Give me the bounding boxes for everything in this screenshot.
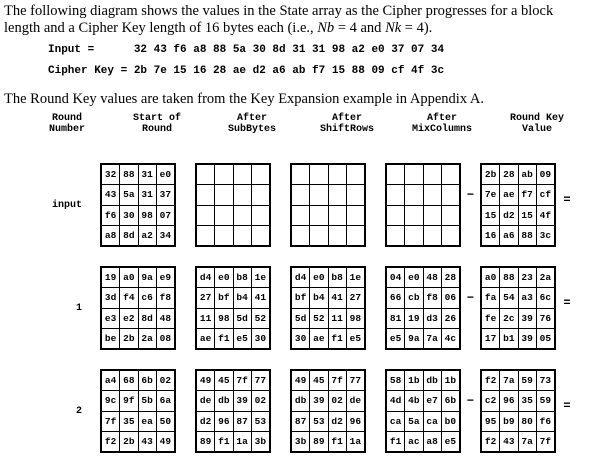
state-byte-cell [329,206,346,225]
header-after-subbytes: After SubBytes [227,113,276,135]
state-byte-cell: 19 [102,268,119,287]
intro-line1: The following diagram shows the values in the State array as the Cipher progresses for a block [4,3,554,19]
spacer [366,369,385,453]
state-byte-cell: 89 [197,432,214,451]
state-byte-cell: 43 [500,432,517,451]
state-byte-cell [310,206,327,225]
grid-after-shiftrows [290,266,366,350]
state-byte-cell: 53 [252,412,269,431]
state-byte-cell: db [215,391,232,410]
state-byte-cell: 02 [252,391,269,410]
state-byte-cell: 96 [347,412,364,431]
state-byte-cell: 43 [139,432,156,451]
state-byte-cell: a2 [139,226,156,245]
state-byte-cell: f6 [537,412,554,431]
state-byte-cell: be [102,329,119,348]
state-byte-cell: e9 [157,268,174,287]
header-after-shiftrows: After ShiftRows [319,113,374,135]
state-byte-cell: 53 [310,412,327,431]
state-byte-cell: 30 [292,329,309,348]
state-byte-cell: 17 [482,329,499,348]
state-byte-cell: fe [482,309,499,328]
state-byte-cell: fa [482,288,499,307]
state-byte-cell: a6 [500,226,517,245]
state-byte-cell [387,185,404,204]
state-byte-cell: 04 [387,268,404,287]
state-byte-cell [424,185,441,204]
state-byte-cell [424,206,441,225]
grid-after-shiftrows [290,163,366,247]
state-byte-cell [329,185,346,204]
state-byte-cell: 88 [120,165,137,184]
state-byte-cell: 3b [252,432,269,451]
state-byte-cell: 8d [120,226,137,245]
state-byte-cell: b9 [500,412,517,431]
state-byte-cell: 19 [405,309,422,328]
state-byte-cell: 41 [329,288,346,307]
xor-symbol: − [466,188,475,202]
state-byte-cell: 6b [442,391,459,410]
header-after-mixcolumns: After MixColumns [411,113,472,135]
grid-round-key [480,266,556,350]
grid-round-key [480,163,556,247]
state-byte-cell: e0 [310,268,327,287]
state-byte-cell [347,226,364,245]
state-byte-cell: f7 [519,185,536,204]
state-byte-cell: 58 [387,371,404,390]
state-byte-cell [197,165,214,184]
state-byte-cell: 15 [519,206,536,225]
state-byte-cell: b1 [500,329,517,348]
state-byte-cell: 76 [537,309,554,328]
state-byte-cell: bf [215,288,232,307]
state-byte-cell: 31 [139,185,156,204]
state-byte-cell: 49 [157,432,174,451]
state-byte-cell [405,165,422,184]
state-byte-cell: 3c [537,226,554,245]
state-byte-cell: 6b [139,371,156,390]
state-byte-cell [252,206,269,225]
state-byte-cell: 07 [157,206,174,225]
column-headers [4,113,600,135]
state-byte-cell: 77 [347,371,364,390]
state-byte-cell: e7 [424,391,441,410]
state-byte-cell [292,206,309,225]
state-byte-cell: e0 [215,268,232,287]
state-byte-cell: 34 [157,226,174,245]
state-byte-cell: 5b [139,391,156,410]
state-byte-cell: 96 [215,412,232,431]
state-byte-cell: 59 [519,371,536,390]
state-byte-cell: f1 [387,432,404,451]
state-byte-cell: b4 [310,288,327,307]
state-byte-cell: f8 [157,288,174,307]
state-byte-cell: ae [310,329,327,348]
state-byte-cell: e0 [405,268,422,287]
state-byte-cell [234,165,251,184]
state-byte-cell: 28 [500,165,517,184]
state-byte-cell: e5 [387,329,404,348]
state-byte-cell: d2 [197,412,214,431]
state-byte-cell [424,226,441,245]
state-byte-cell: 7e [482,185,499,204]
state-byte-cell: 96 [500,391,517,410]
state-byte-cell: 3b [292,432,309,451]
state-byte-cell: 31 [139,165,156,184]
xor-operator [461,163,480,247]
state-byte-cell [292,185,309,204]
state-byte-cell: 37 [157,185,174,204]
intro-paragraph [4,3,598,36]
state-byte-cell: e5 [347,329,364,348]
state-byte-cell: 09 [537,165,554,184]
state-byte-cell: ca [424,412,441,431]
state-byte-cell: db [424,371,441,390]
state-byte-cell: 50 [157,412,174,431]
nb-symbol: Nb [317,19,335,36]
grid-after-shiftrows [290,369,366,453]
cipher-round-row-input [4,163,600,247]
state-byte-cell: f2 [102,432,119,451]
state-byte-cell: d4 [292,268,309,287]
state-byte-cell [310,185,327,204]
state-byte-cell: 05 [537,329,554,348]
state-byte-cell: f2 [482,371,499,390]
state-byte-cell: 11 [329,309,346,328]
state-byte-cell [292,226,309,245]
state-byte-cell [197,226,214,245]
state-byte-cell: 27 [347,288,364,307]
state-byte-cell: 4b [405,391,422,410]
state-byte-cell [234,206,251,225]
state-byte-cell: 1e [347,268,364,287]
cipher-key-hex-line: Cipher Key = 2b 7e 15 16 28 ae d2 a6 ab f7 15 88 09 cf 4f 3c [48,65,445,77]
spacer [366,266,385,350]
state-byte-cell: a4 [102,371,119,390]
state-byte-cell [310,226,327,245]
state-byte-cell: 2b [482,165,499,184]
state-byte-cell: 95 [482,412,499,431]
state-byte-cell [387,226,404,245]
equals-symbol: = [563,399,571,413]
state-byte-cell: 4f [537,206,554,225]
state-byte-cell: 2a [139,329,156,348]
state-byte-cell [197,206,214,225]
state-byte-cell: d2 [500,206,517,225]
state-byte-cell: f1 [329,329,346,348]
grid-round-key [480,369,556,453]
state-byte-cell: 7f [537,432,554,451]
state-byte-cell: 7a [519,432,536,451]
state-byte-cell: ea [139,412,156,431]
state-byte-cell: 6a [157,391,174,410]
state-byte-cell: e0 [157,165,174,184]
state-byte-cell: 54 [500,288,517,307]
state-byte-cell: 98 [139,206,156,225]
state-byte-cell: b8 [234,268,251,287]
spacer [271,163,290,247]
state-byte-cell [329,165,346,184]
state-byte-cell [442,206,459,225]
state-byte-cell: 7a [424,329,441,348]
grid-after-subbytes [195,266,271,350]
state-byte-cell: bf [292,288,309,307]
state-byte-cell: 98 [347,309,364,328]
state-byte-cell: 30 [120,206,137,225]
cipher-round-row-1 [4,266,600,350]
spacer [176,163,195,247]
grid-start-of-round [100,163,176,247]
state-byte-cell [442,165,459,184]
state-byte-cell: 68 [120,371,137,390]
state-byte-cell: 49 [197,371,214,390]
state-byte-cell: f2 [482,432,499,451]
state-byte-cell: c6 [139,288,156,307]
state-byte-cell: 7f [102,412,119,431]
grid-after-mixcolumns [385,369,461,453]
state-byte-cell [215,165,232,184]
state-byte-cell: 26 [442,309,459,328]
state-byte-cell: 39 [519,329,536,348]
state-byte-cell: 80 [519,412,536,431]
state-byte-cell: f1 [215,329,232,348]
input-hex-line: Input = 32 43 f6 a8 88 5a 30 8d 31 31 98 a2 e0 37 07 34 [48,44,445,56]
state-byte-cell: 5d [234,309,251,328]
state-byte-cell: f1 [215,432,232,451]
state-byte-cell: cb [405,288,422,307]
state-byte-cell: 3d [102,288,119,307]
round-number-label: 1 [75,302,82,314]
state-byte-cell: 43 [102,185,119,204]
header-round-number: Round Number [48,113,85,135]
state-byte-cell [387,165,404,184]
spacer [176,369,195,453]
state-byte-cell: de [347,391,364,410]
state-byte-cell: 27 [197,288,214,307]
state-byte-cell: ae [197,329,214,348]
equals-symbol: = [563,193,571,207]
spacer [271,369,290,453]
grid-after-mixcolumns [385,163,461,247]
intro-line2-post: = 4). [401,19,433,36]
state-byte-cell: a3 [519,288,536,307]
spacer [176,266,195,350]
state-byte-cell: 15 [482,206,499,225]
state-byte-cell: 02 [157,371,174,390]
state-byte-cell: 48 [157,309,174,328]
state-byte-cell [405,226,422,245]
state-byte-cell: 8d [139,309,156,328]
state-byte-cell: 39 [310,391,327,410]
state-byte-cell [442,185,459,204]
state-byte-cell: b8 [329,268,346,287]
state-byte-cell: 88 [500,268,517,287]
round-number-label: input [51,199,82,211]
state-byte-cell: 89 [310,432,327,451]
state-byte-cell: 49 [292,371,309,390]
state-byte-cell [252,226,269,245]
state-byte-cell: de [197,391,214,410]
state-byte-cell: a0 [120,268,137,287]
state-byte-cell [234,185,251,204]
state-byte-cell: 1e [252,268,269,287]
state-byte-cell [252,185,269,204]
state-byte-cell: f6 [102,206,119,225]
state-byte-cell [310,165,327,184]
state-byte-cell: 4d [387,391,404,410]
state-byte-cell: 2c [500,309,517,328]
header-round-key-value: Round Key Value [509,113,564,135]
state-byte-cell: a8 [102,226,119,245]
state-byte-cell: 9c [102,391,119,410]
grid-after-subbytes [195,369,271,453]
state-byte-cell: 1b [405,371,422,390]
state-byte-cell: 2b [120,432,137,451]
state-byte-cell: d4 [197,268,214,287]
state-byte-cell: 5a [120,185,137,204]
state-byte-cell: 9f [120,391,137,410]
state-byte-cell: 81 [387,309,404,328]
state-byte-cell [405,206,422,225]
state-byte-cell: 87 [234,412,251,431]
state-byte-cell [424,165,441,184]
state-byte-cell [215,226,232,245]
state-byte-cell: f1 [329,432,346,451]
nk-symbol: Nk [385,19,402,36]
state-byte-cell: 39 [234,391,251,410]
state-byte-cell: ae [500,185,517,204]
state-byte-cell: 2a [537,268,554,287]
spacer [366,163,385,247]
state-byte-cell [197,185,214,204]
state-byte-cell: 1a [234,432,251,451]
state-byte-cell [292,165,309,184]
equals-operator [556,266,578,350]
state-byte-cell: 9a [139,268,156,287]
state-byte-cell: a8 [424,432,441,451]
state-byte-cell: 52 [310,309,327,328]
state-byte-cell: 5d [292,309,309,328]
state-byte-cell: 6c [537,288,554,307]
grid-start-of-round [100,266,176,350]
state-byte-cell: 7f [329,371,346,390]
state-byte-cell: 06 [442,288,459,307]
state-byte-cell [347,185,364,204]
state-byte-cell: 28 [442,268,459,287]
state-byte-cell: 48 [424,268,441,287]
state-byte-cell: b0 [442,412,459,431]
state-byte-cell: b4 [234,288,251,307]
state-byte-cell: 16 [482,226,499,245]
state-byte-cell: d2 [329,412,346,431]
state-byte-cell: 9a [405,329,422,348]
state-byte-cell [329,226,346,245]
state-byte-cell [252,165,269,184]
state-byte-cell: 45 [215,371,232,390]
spacer [271,266,290,350]
state-byte-cell: cf [537,185,554,204]
state-byte-cell: e5 [442,432,459,451]
state-byte-cell: 98 [215,309,232,328]
state-byte-cell: 5a [405,412,422,431]
state-byte-cell: 02 [329,391,346,410]
state-byte-cell [215,206,232,225]
state-byte-cell: 7f [234,371,251,390]
state-byte-cell: ca [387,412,404,431]
state-byte-cell: e5 [234,329,251,348]
state-byte-cell: ac [405,432,422,451]
state-byte-cell: 39 [519,309,536,328]
state-byte-cell: 1a [347,432,364,451]
round-number-label: 2 [75,405,82,417]
intro-line2-mid: = 4 and [334,19,386,36]
state-byte-cell: 32 [102,165,119,184]
state-byte-cell: 59 [537,391,554,410]
grid-after-subbytes [195,163,271,247]
state-byte-cell: c2 [482,391,499,410]
state-byte-cell: a0 [482,268,499,287]
state-byte-cell [387,206,404,225]
state-byte-cell: 45 [310,371,327,390]
state-byte-cell: 73 [537,371,554,390]
state-byte-cell: f4 [120,288,137,307]
state-byte-cell: 87 [292,412,309,431]
state-byte-cell: 23 [519,268,536,287]
state-byte-cell: ab [519,165,536,184]
state-byte-cell: e3 [102,309,119,328]
state-byte-cell: 2b [120,329,137,348]
xor-operator [461,266,480,350]
state-byte-cell: d3 [424,309,441,328]
grid-after-mixcolumns [385,266,461,350]
header-start-of-round: Start of Round [132,113,181,135]
equals-operator [556,163,578,247]
state-byte-cell: 66 [387,288,404,307]
state-byte-cell [442,226,459,245]
state-byte-cell: db [292,391,309,410]
xor-symbol: − [466,291,475,305]
state-byte-cell: 35 [519,391,536,410]
state-byte-cell: 52 [252,309,269,328]
state-byte-cell: 77 [252,371,269,390]
state-byte-cell: 30 [252,329,269,348]
round-key-note: The Round Key values are taken from the Key Expansion example in Appendix A. [4,91,484,107]
state-byte-cell: 1b [442,371,459,390]
state-byte-cell: f8 [424,288,441,307]
state-byte-cell: 35 [120,412,137,431]
state-byte-cell: 08 [157,329,174,348]
state-byte-cell: 41 [252,288,269,307]
state-byte-cell: 7a [500,371,517,390]
state-byte-cell: 11 [197,309,214,328]
state-byte-cell: e2 [120,309,137,328]
state-byte-cell: 88 [519,226,536,245]
state-byte-cell [405,185,422,204]
state-byte-cell [347,206,364,225]
state-byte-cell: 4c [442,329,459,348]
xor-operator [461,369,480,453]
xor-symbol: − [466,394,475,408]
grid-start-of-round [100,369,176,453]
state-byte-cell [215,185,232,204]
cipher-round-row-2 [4,369,600,453]
equals-symbol: = [563,296,571,310]
state-byte-cell [234,226,251,245]
state-byte-cell [347,165,364,184]
intro-line2-pre: length and a Cipher Key length of 16 bytes each (i.e., [4,19,318,36]
equals-operator [556,369,578,453]
